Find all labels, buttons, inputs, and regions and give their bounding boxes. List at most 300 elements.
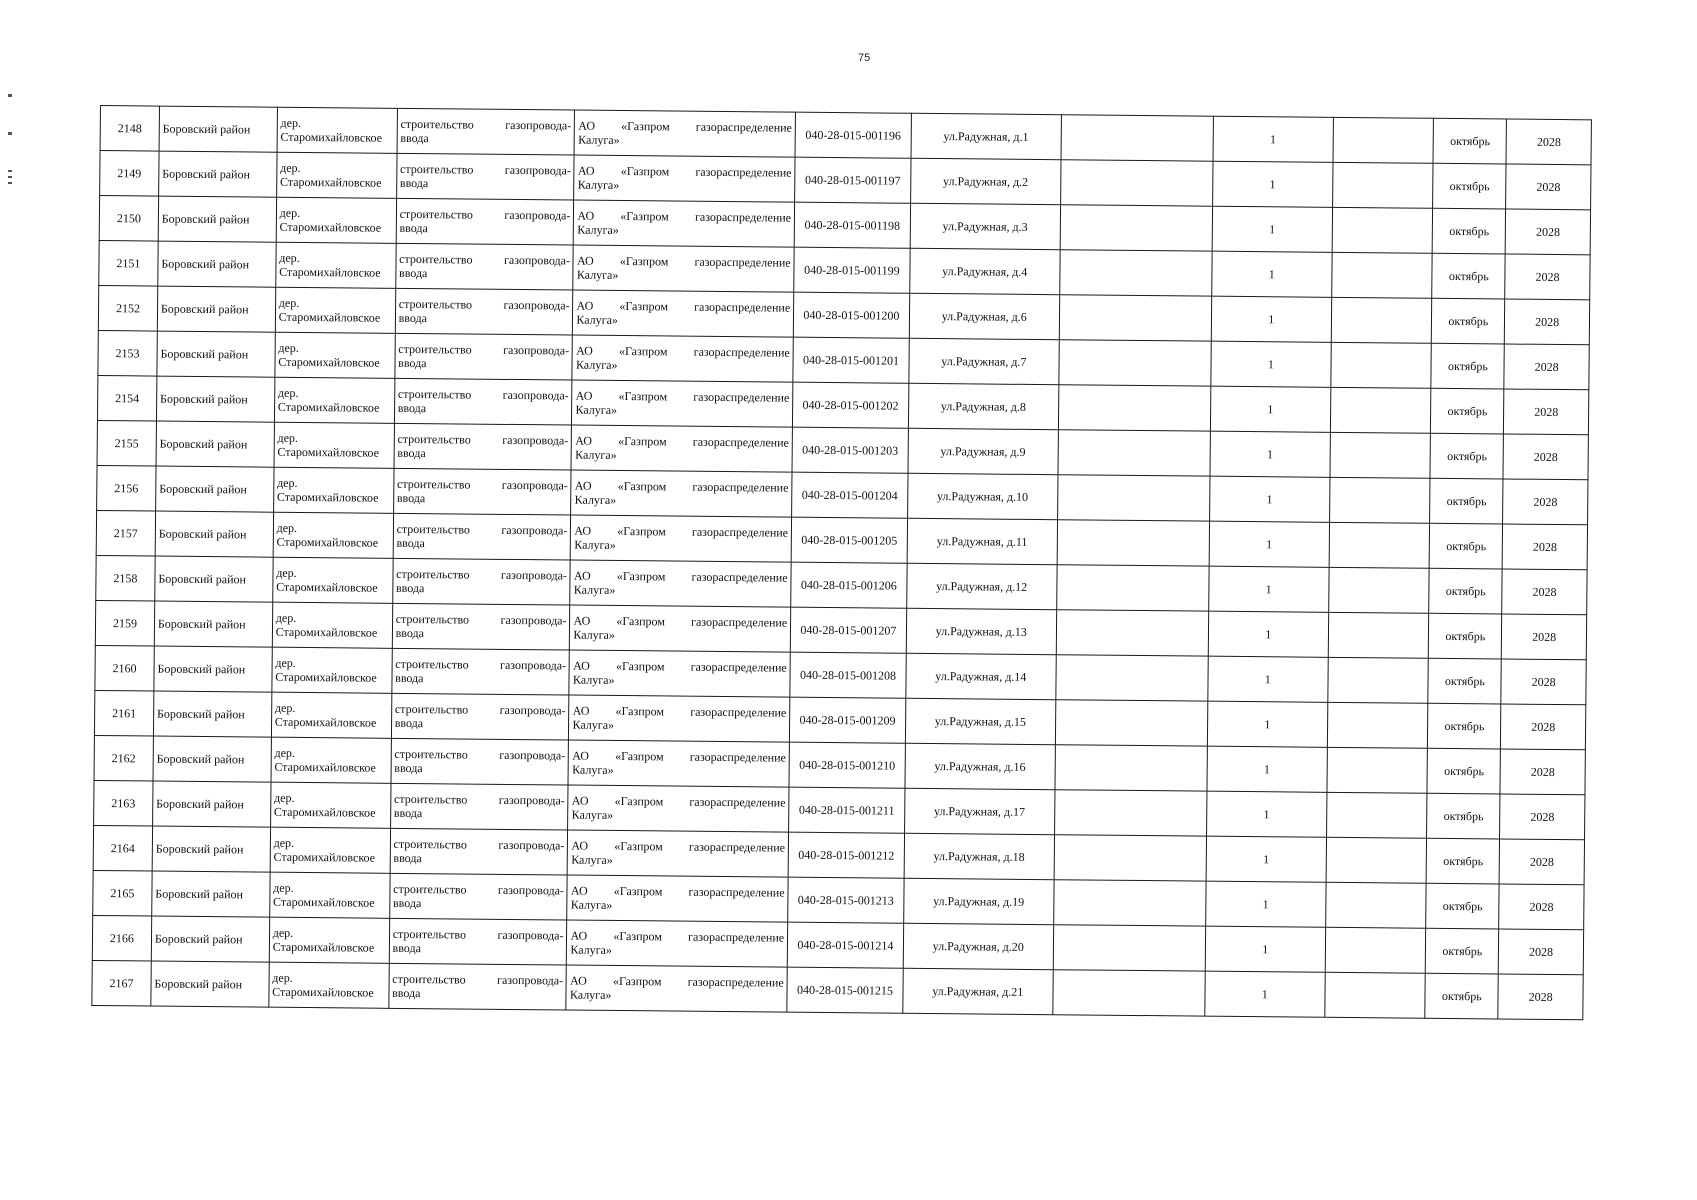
address-cell: ул.Радужная, д.1 [911, 113, 1061, 159]
organization-line-1: АО «Газпром газораспределение [577, 208, 792, 225]
locality-name: Старомихайловское [272, 939, 375, 955]
work-type-cell [392, 648, 570, 695]
district-cell: Боровский район [152, 871, 270, 917]
district-cell: Боровский район [155, 556, 273, 602]
month-cell: октябрь [1429, 613, 1502, 659]
row-number: 2162 [94, 735, 153, 781]
quantity-cell: 1 [1207, 701, 1327, 747]
empty-cell [1059, 340, 1212, 386]
organization-line-2: Калуга» [572, 717, 615, 732]
organization-line-2: Калуга» [575, 402, 618, 417]
work-type-line-1: строительство газопровода- [397, 431, 569, 448]
organization-cell [568, 830, 789, 877]
locality-type: дер. [274, 745, 296, 760]
district-cell: Боровский район [157, 331, 275, 377]
month-cell: октябрь [1427, 838, 1500, 884]
organization-line-2: Калуга» [572, 762, 614, 777]
work-type-cell [395, 243, 573, 290]
locality-type: дер. [278, 340, 299, 355]
month-cell: октябрь [1428, 703, 1501, 749]
organization-cell [572, 335, 793, 382]
organization-line-1: АО «Газпром газораспределение [573, 568, 788, 585]
organization-line-2: Калуга» [573, 627, 615, 642]
organization-line-2: Калуга» [578, 132, 620, 147]
empty-cell [1053, 970, 1206, 1016]
empty-cell [1053, 925, 1206, 971]
work-type-cell [395, 333, 573, 380]
locality-name: Старомихайловское [275, 669, 377, 685]
locality-name: Старомихайловское [274, 714, 377, 730]
locality-type: дер. [276, 565, 297, 580]
organization-cell [567, 875, 788, 922]
work-type-line-1: строительство газопровода- [400, 116, 572, 133]
address-cell: ул.Радужная, д.21 [903, 968, 1053, 1014]
year-cell: 2028 [1503, 479, 1588, 525]
locality-cell [270, 782, 390, 828]
object-code-cell: 040-28-015-001204 [792, 472, 908, 518]
year-cell: 2028 [1499, 929, 1584, 975]
work-type-cell [392, 558, 570, 605]
row-number: 2151 [99, 240, 158, 286]
object-code-cell: 040-28-015-001213 [788, 877, 904, 923]
locality-type: дер. [280, 115, 302, 130]
locality-name: Старомихайловское [272, 984, 374, 1000]
work-type-line-1: строительство газопровода- [395, 656, 567, 673]
empty-cell [1059, 250, 1212, 296]
locality-name: Старомихайловское [276, 534, 379, 550]
organization-line-1: АО «Газпром газораспределение [576, 253, 791, 270]
address-cell: ул.Радужная, д.20 [903, 923, 1053, 969]
empty-cell [1327, 702, 1428, 748]
year-cell: 2028 [1498, 974, 1583, 1020]
organization-line-2: Калуга» [577, 222, 619, 237]
district-cell: Боровский район [154, 601, 272, 647]
organization-cell [571, 470, 792, 517]
empty-cell [1325, 972, 1426, 1018]
empty-cell [1057, 475, 1210, 521]
quantity-cell: 1 [1206, 791, 1326, 837]
locality-cell [269, 872, 389, 918]
year-cell: 2028 [1506, 119, 1591, 165]
work-type-cell [390, 783, 568, 830]
empty-cell [1058, 430, 1211, 476]
quantity-cell: 1 [1213, 116, 1333, 162]
locality-cell [272, 647, 392, 693]
year-cell: 2028 [1502, 569, 1587, 615]
work-type-cell [396, 153, 574, 200]
empty-cell [1331, 252, 1432, 298]
work-type-line-1: строительство газопровода- [398, 341, 570, 358]
object-code-cell: 040-28-015-001206 [791, 562, 907, 608]
year-cell: 2028 [1501, 704, 1586, 750]
organization-cell [571, 515, 792, 562]
locality-name: Старомихайловское [273, 804, 376, 820]
organization-line-1: АО «Газпром газораспределение [576, 343, 790, 360]
empty-cell [1329, 477, 1430, 523]
row-number: 2153 [98, 330, 157, 376]
organization-line-1: АО «Газпром газораспределение [570, 973, 784, 990]
address-cell: ул.Радужная, д.3 [910, 203, 1060, 249]
organization-line-1: АО «Газпром газораспределение [572, 703, 787, 720]
object-code-cell: 040-28-015-001208 [790, 652, 906, 698]
object-code-cell: 040-28-015-001207 [790, 607, 906, 653]
quantity-cell: 1 [1211, 296, 1331, 342]
work-type-cell [392, 603, 570, 650]
object-code-cell: 040-28-015-001212 [788, 832, 904, 878]
work-type-cell [396, 198, 574, 245]
address-cell: ул.Радужная, д.9 [908, 428, 1058, 474]
month-cell: октябрь [1433, 163, 1506, 209]
month-cell: октябрь [1432, 253, 1505, 299]
locality-type: дер. [273, 880, 294, 895]
locality-type: дер. [277, 430, 299, 445]
year-cell: 2028 [1505, 254, 1590, 300]
row-number: 2158 [96, 555, 155, 601]
locality-type: дер. [279, 205, 301, 220]
locality-cell [275, 332, 395, 378]
month-cell: октябрь [1430, 433, 1503, 479]
organization-line-1: АО «Газпром газораспределение [574, 523, 789, 540]
empty-cell [1057, 520, 1210, 566]
work-type-line-2: ввода [394, 760, 423, 776]
empty-cell [1054, 835, 1207, 881]
row-number: 2166 [92, 915, 151, 961]
locality-cell [273, 512, 393, 558]
work-type-cell [393, 513, 571, 560]
row-number: 2164 [93, 825, 152, 871]
district-cell: Боровский район [151, 916, 269, 962]
object-code-cell: 040-28-015-001201 [793, 337, 909, 383]
year-cell: 2028 [1502, 614, 1587, 660]
work-type-line-2: ввода [395, 580, 425, 596]
organization-line-1: АО «Газпром газораспределение [574, 478, 789, 495]
organization-cell [573, 245, 794, 292]
quantity-cell: 1 [1205, 881, 1325, 927]
work-type-cell [394, 423, 572, 470]
work-type-cell [397, 108, 575, 155]
work-type-line-1: строительство газопровода- [396, 476, 568, 493]
district-cell: Боровский район [158, 241, 276, 287]
organization-line-1: АО «Газпром газораспределение [572, 748, 786, 765]
work-type-line-1: строительство газопровода- [393, 881, 565, 898]
organization-line-2: Калуга» [576, 312, 619, 327]
locality-cell [269, 917, 389, 963]
organization-line-1: АО «Газпром газораспределение [570, 928, 785, 945]
empty-cell [1326, 837, 1427, 883]
work-type-line-1: строительство газопровода- [400, 161, 571, 178]
district-cell: Боровский район [159, 106, 277, 152]
work-type-cell [389, 918, 567, 965]
empty-cell [1325, 882, 1426, 928]
month-cell: октябрь [1433, 208, 1506, 254]
locality-name: Старомихайловское [279, 174, 382, 190]
locality-name: Старомихайловское [279, 219, 382, 235]
locality-name: Старомихайловское [278, 354, 380, 370]
work-type-line-1: строительство газопровода- [392, 926, 564, 943]
work-type-cell [393, 468, 571, 515]
work-type-line-2: ввода [400, 130, 429, 146]
organization-line-2: Калуга» [570, 942, 612, 957]
district-cell: Боровский район [152, 781, 270, 827]
locality-cell [272, 557, 392, 603]
row-number: 2163 [94, 780, 153, 826]
organization-cell [567, 920, 788, 967]
work-type-line-2: ввода [396, 490, 426, 506]
address-cell: ул.Радужная, д.12 [906, 563, 1056, 609]
quantity-cell: 1 [1209, 521, 1329, 567]
empty-cell [1060, 205, 1213, 251]
row-number: 2157 [96, 510, 155, 556]
month-cell: октябрь [1433, 118, 1506, 164]
year-cell: 2028 [1499, 839, 1584, 885]
work-type-cell [394, 378, 572, 425]
locality-cell [276, 197, 396, 243]
locality-type: дер. [272, 970, 293, 985]
empty-cell [1333, 117, 1434, 163]
empty-cell [1332, 162, 1433, 208]
address-cell: ул.Радужная, д.13 [906, 608, 1056, 654]
month-cell: октябрь [1429, 568, 1502, 614]
locality-name: Старомихайловское [276, 579, 378, 595]
address-cell: ул.Радужная, д.14 [906, 653, 1056, 699]
organization-line-1: АО «Газпром газораспределение [575, 433, 789, 450]
locality-cell [276, 152, 396, 198]
year-cell: 2028 [1504, 389, 1589, 435]
work-type-line-1: строительство газопровода- [394, 746, 566, 763]
row-number: 2165 [93, 870, 152, 916]
organization-line-2: Калуга» [576, 267, 619, 282]
work-type-line-2: ввода [395, 625, 425, 641]
work-type-line-2: ввода [394, 715, 424, 731]
address-cell: ул.Радужная, д.4 [910, 248, 1060, 294]
work-type-line-2: ввода [393, 850, 422, 866]
work-type-line-1: строительство газопровода- [393, 791, 565, 808]
organization-line-2: Калуга» [574, 537, 616, 552]
empty-cell [1328, 567, 1429, 613]
registry-table-body [92, 106, 1592, 1020]
year-cell: 2028 [1501, 659, 1586, 705]
empty-cell [1061, 115, 1214, 161]
organization-line-2: Калуга» [572, 672, 615, 687]
locality-type: дер. [276, 520, 298, 535]
empty-cell [1332, 207, 1433, 253]
year-cell: 2028 [1499, 884, 1584, 930]
empty-cell [1058, 385, 1211, 431]
object-code-cell: 040-28-015-001210 [789, 742, 905, 788]
organization-line-1: АО «Газпром газораспределение [573, 613, 788, 630]
quantity-cell: 1 [1212, 206, 1332, 252]
organization-cell [574, 200, 795, 247]
organization-cell [569, 695, 790, 742]
organization-line-1: АО «Газпром газораспределение [575, 388, 790, 405]
locality-cell [275, 242, 395, 288]
locality-type: дер. [278, 295, 300, 310]
year-cell: 2028 [1500, 749, 1585, 795]
work-type-line-1: строительство газопровода- [397, 386, 569, 403]
empty-cell [1056, 655, 1209, 701]
district-cell: Боровский район [157, 286, 275, 332]
locality-type: дер. [280, 160, 301, 175]
empty-cell [1328, 657, 1429, 703]
work-type-line-2: ввода [399, 175, 429, 191]
work-type-line-2: ввода [395, 670, 424, 686]
locality-cell [274, 422, 394, 468]
work-type-cell [395, 288, 573, 335]
month-cell: октябрь [1426, 928, 1499, 974]
empty-cell [1326, 792, 1427, 838]
object-code-cell: 040-28-015-001198 [794, 202, 910, 248]
month-cell: октябрь [1426, 883, 1499, 929]
empty-cell [1330, 387, 1431, 433]
locality-type: дер. [277, 385, 299, 400]
address-cell: ул.Радужная, д.11 [907, 518, 1057, 564]
empty-cell [1331, 297, 1432, 343]
organization-cell [568, 785, 789, 832]
organization-cell [574, 155, 795, 202]
object-code-cell: 040-28-015-001203 [792, 427, 908, 473]
work-type-line-1: строительство газопровода- [399, 206, 571, 223]
district-cell: Боровский район [159, 151, 277, 197]
quantity-cell: 1 [1212, 161, 1332, 207]
work-type-line-1: строительство газопровода- [392, 971, 564, 988]
registry-table [91, 105, 1592, 1020]
organization-line-1: АО «Газпром газораспределение [576, 298, 791, 315]
locality-cell [274, 377, 394, 423]
locality-cell [271, 692, 391, 738]
district-cell: Боровский район [156, 421, 274, 467]
page-number: 75 [858, 52, 871, 64]
organization-line-1: АО «Газпром газораспределение [571, 838, 786, 855]
object-code-cell: 040-28-015-001214 [787, 922, 903, 968]
empty-cell [1054, 790, 1207, 836]
work-type-line-2: ввода [398, 355, 427, 371]
organization-line-2: Калуга» [575, 447, 617, 462]
row-number: 2152 [98, 285, 157, 331]
locality-name: Старомихайловское [277, 444, 380, 460]
address-cell: ул.Радужная, д.15 [905, 698, 1055, 744]
month-cell: октябрь [1430, 523, 1503, 569]
quantity-cell: 1 [1212, 251, 1332, 297]
empty-cell [1056, 610, 1209, 656]
locality-type: дер. [275, 655, 296, 670]
work-type-cell [391, 738, 569, 785]
quantity-cell: 1 [1208, 656, 1328, 702]
organization-line-2: Калуга» [574, 492, 617, 507]
work-type-cell [389, 963, 567, 1010]
locality-name: Старомихайловское [278, 309, 381, 325]
year-cell: 2028 [1505, 209, 1590, 255]
district-cell: Боровский район [153, 736, 271, 782]
locality-cell [271, 737, 391, 783]
registry-table-container [91, 105, 1592, 1020]
quantity-cell: 1 [1206, 836, 1326, 882]
locality-name: Старомихайловское [277, 399, 380, 415]
quantity-cell: 1 [1210, 386, 1330, 432]
month-cell: октябрь [1431, 388, 1504, 434]
address-cell: ул.Радужная, д.18 [904, 833, 1054, 879]
month-cell: октябрь [1428, 658, 1501, 704]
work-type-line-2: ввода [393, 805, 423, 821]
locality-name: Старомихайловское [274, 759, 376, 775]
organization-cell [568, 740, 789, 787]
row-number: 2156 [97, 465, 156, 511]
locality-name: Старомихайловское [276, 489, 379, 505]
empty-cell [1328, 612, 1429, 658]
object-code-cell: 040-28-015-001205 [791, 517, 907, 563]
district-cell: Боровский район [158, 196, 276, 242]
organization-line-1: АО «Газпром газораспределение [578, 118, 792, 135]
locality-type: дер. [277, 475, 298, 490]
empty-cell [1330, 432, 1431, 478]
locality-cell [277, 107, 397, 153]
work-type-line-2: ввода [392, 895, 422, 911]
work-type-line-2: ввода [396, 535, 425, 551]
month-cell: октябрь [1431, 343, 1504, 389]
organization-cell [573, 290, 794, 337]
locality-name: Старомихайловское [280, 129, 383, 145]
year-cell: 2028 [1506, 164, 1591, 210]
quantity-cell: 1 [1209, 566, 1329, 612]
organization-line-2: Калуга» [577, 177, 620, 192]
organization-line-2: Калуга» [571, 807, 614, 822]
address-cell: ул.Радужная, д.16 [905, 743, 1055, 789]
work-type-line-1: строительство газопровода- [396, 521, 568, 538]
work-type-line-2: ввода [397, 400, 427, 416]
month-cell: октябрь [1427, 793, 1500, 839]
work-type-cell [390, 828, 568, 875]
work-type-line-2: ввода [399, 265, 428, 281]
organization-line-1: АО «Газпром газораспределение [577, 163, 792, 180]
work-type-line-2: ввода [398, 310, 428, 326]
row-number: 2159 [95, 600, 154, 646]
district-cell: Боровский район [154, 646, 272, 692]
empty-cell [1056, 565, 1209, 611]
organization-cell [570, 560, 791, 607]
row-number: 2154 [97, 375, 156, 421]
address-cell: ул.Радужная, д.19 [903, 878, 1053, 924]
locality-cell [275, 287, 395, 333]
work-type-line-2: ввода [392, 940, 422, 956]
organization-cell [571, 425, 792, 472]
quantity-cell: 1 [1210, 431, 1330, 477]
work-type-line-1: строительство газопровода- [395, 611, 567, 628]
object-code-cell: 040-28-015-001209 [790, 697, 906, 743]
row-number: 2150 [99, 196, 158, 242]
locality-type: дер. [274, 790, 295, 805]
row-number: 2149 [100, 151, 159, 197]
organization-cell [570, 605, 791, 652]
empty-cell [1059, 295, 1212, 341]
empty-cell [1325, 927, 1426, 973]
address-cell: ул.Радужная, д.2 [910, 158, 1060, 204]
object-code-cell: 040-28-015-001215 [787, 967, 903, 1013]
locality-name: Старомихайловское [279, 264, 381, 280]
locality-name: Старомихайловское [275, 624, 378, 640]
year-cell: 2028 [1503, 434, 1588, 480]
work-type-line-1: строительство газопровода- [398, 296, 570, 313]
month-cell: октябрь [1427, 748, 1500, 794]
locality-type: дер. [274, 700, 296, 715]
organization-cell [575, 110, 796, 157]
address-cell: ул.Радужная, д.8 [908, 383, 1058, 429]
row-number: 2167 [92, 960, 151, 1006]
work-type-line-2: ввода [397, 445, 426, 461]
address-cell: ул.Радужная, д.10 [907, 473, 1057, 519]
locality-name: Старомихайловское [273, 894, 375, 910]
locality-type: дер. [275, 610, 297, 625]
empty-cell [1053, 880, 1206, 926]
empty-cell [1055, 745, 1208, 791]
